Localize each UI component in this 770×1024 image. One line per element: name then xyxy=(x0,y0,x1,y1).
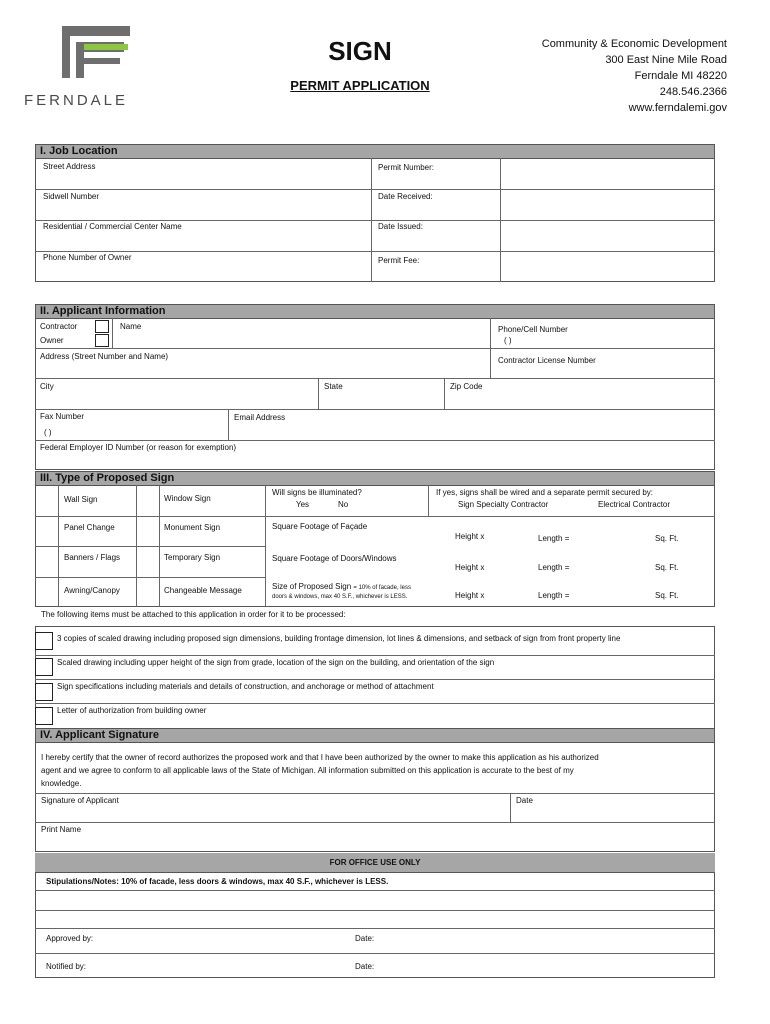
signature-field[interactable]: Signature of Applicant xyxy=(41,796,119,805)
proposed-height[interactable]: Height x xyxy=(455,591,485,600)
attachment-checkbox-4[interactable] xyxy=(35,707,53,725)
page-title: SIGN xyxy=(328,36,392,66)
proposed-size-note-2: doors & windows, max 40 S.F., whichever is LESS. xyxy=(272,594,408,600)
sign-type-monument[interactable]: Monument Sign xyxy=(164,523,221,532)
permit-fee-label: Permit Fee: xyxy=(378,256,420,265)
certification-line-3: knowledge. xyxy=(41,779,82,788)
license-field[interactable]: Contractor License Number xyxy=(498,356,596,365)
doors-height[interactable]: Height x xyxy=(455,563,485,572)
sign-specialty-option[interactable]: Sign Specialty Contractor xyxy=(458,500,549,509)
sidwell-number-field[interactable]: Sidwell Number xyxy=(43,192,100,201)
contractor-checkbox[interactable] xyxy=(95,320,109,333)
attach-note: The following items must be attached to this application in order for it to be processed: xyxy=(41,610,346,619)
owner-label: Owner xyxy=(40,336,64,345)
illuminated-no[interactable]: No xyxy=(338,500,349,509)
email-field[interactable]: Email Address xyxy=(234,413,286,422)
certification-line-1: I hereby certify that the owner of record authorizes the proposed work and that I have been authorized by the owner to make this application as his authorized xyxy=(41,753,599,762)
name-field[interactable]: Name xyxy=(120,322,142,331)
date-issued-label: Date Issued: xyxy=(378,222,423,231)
permit-number-label: Permit Number: xyxy=(378,163,435,172)
attachment-checkbox-2[interactable] xyxy=(35,658,53,676)
attachment-item-2: Scaled drawing including upper height of the sign from grade, location of the sign on the building, and orientation of the sign xyxy=(57,658,495,667)
facade-height[interactable]: Height x xyxy=(455,532,485,541)
sign-type-temporary[interactable]: Temporary Sign xyxy=(164,553,221,562)
doors-sqft[interactable]: Sq. Ft. xyxy=(655,563,679,572)
section-job-location-header: I. Job Location xyxy=(35,144,715,159)
website-link[interactable]: www.ferndalemi.gov xyxy=(628,102,727,114)
contact-block xyxy=(505,36,727,116)
owner-checkbox[interactable] xyxy=(95,334,109,347)
electrical-option[interactable]: Electrical Contractor xyxy=(598,500,671,509)
address-line-2: Ferndale MI 48220 xyxy=(634,70,727,82)
page-subtitle: PERMIT APPLICATION xyxy=(290,78,430,93)
owner-phone-field[interactable]: Phone Number of Owner xyxy=(43,253,132,262)
print-name-field[interactable]: Print Name xyxy=(41,825,82,834)
doors-windows-label: Square Footage of Doors/Windows xyxy=(272,554,397,563)
office-use-table xyxy=(35,872,715,978)
phone: 248.546.2366 xyxy=(659,86,727,98)
fax-field[interactable]: Fax Number xyxy=(40,412,85,421)
contractor-label: Contractor xyxy=(40,322,78,331)
approved-by-field[interactable]: Approved by: xyxy=(46,934,94,943)
certification-line-2: agent and we agree to conform to all applicable laws of the State of Michigan. All information submitted on this application is accurate to the best of my xyxy=(41,766,574,775)
phone-cell-paren: ( ) xyxy=(504,336,512,345)
attachment-checkbox-3[interactable] xyxy=(35,683,53,701)
sign-type-window[interactable]: Window Sign xyxy=(164,494,211,503)
attachment-item-1: 3 copies of scaled drawing including proposed sign dimensions, building frontage dimension, lot lines & dimensions, and setback of sign from front property line xyxy=(57,634,621,643)
proposed-size-text: Size of Proposed Sign xyxy=(272,582,352,591)
date-received-label: Date Received: xyxy=(378,192,433,201)
proposed-size-label xyxy=(272,582,411,593)
notified-date-field[interactable]: Date: xyxy=(355,962,375,971)
logo-text: FERNDALE xyxy=(24,92,129,109)
address-line-1: 300 East Nine Mile Road xyxy=(605,54,727,66)
section-signature-header: IV. Applicant Signature xyxy=(35,728,715,743)
stipulations-note: Stipulations/Notes: 10% of facade, less doors & windows, max 40 S.F., whichever is LESS. xyxy=(46,877,389,886)
sign-type-banners[interactable]: Banners / Flags xyxy=(64,553,121,562)
office-use-header: FOR OFFICE USE ONLY xyxy=(35,853,715,872)
state-field[interactable]: State xyxy=(324,382,343,391)
center-name-field[interactable]: Residential / Commercial Center Name xyxy=(43,222,182,231)
signature-date-field[interactable]: Date xyxy=(516,796,533,805)
facade-length[interactable]: Length = xyxy=(538,534,570,543)
illuminated-question: Will signs be illuminated? xyxy=(272,488,362,497)
sign-type-changeable[interactable]: Changeable Message xyxy=(164,586,242,595)
proposed-length[interactable]: Length = xyxy=(538,591,570,600)
approved-date-field[interactable]: Date: xyxy=(355,934,375,943)
attachment-item-4: Letter of authorization from building owner xyxy=(57,706,207,715)
attachment-checkbox-1[interactable] xyxy=(35,632,53,650)
proposed-size-note: = 10% of facade, less xyxy=(353,585,411,591)
proposed-sqft[interactable]: Sq. Ft. xyxy=(655,591,679,600)
attachment-item-3: Sign specifications including materials and details of construction, and anchorage or method of attachment xyxy=(57,682,434,691)
sign-type-wall[interactable]: Wall Sign xyxy=(64,495,98,504)
street-address-field[interactable]: Street Address xyxy=(43,162,96,171)
section-applicant-header: II. Applicant Information xyxy=(35,304,715,319)
wired-note: If yes, signs shall be wired and a separate permit secured by: xyxy=(436,488,653,497)
federal-id-field[interactable]: Federal Employer ID Number (or reason for exemption) xyxy=(40,443,237,452)
phone-cell-field[interactable]: Phone/Cell Number xyxy=(498,325,568,334)
ferndale-logo xyxy=(22,22,162,112)
sign-type-awning[interactable]: Awning/Canopy xyxy=(64,586,120,595)
doors-length[interactable]: Length = xyxy=(538,563,570,572)
illuminated-yes[interactable]: Yes xyxy=(296,500,310,509)
section-sign-type-header: III. Type of Proposed Sign xyxy=(35,471,715,486)
facade-sqft[interactable]: Sq. Ft. xyxy=(655,534,679,543)
facade-label: Square Footage of Façade xyxy=(272,522,368,531)
ferndale-logo-mark-icon xyxy=(22,22,162,82)
city-field[interactable]: City xyxy=(40,382,54,391)
fax-paren: ( ) xyxy=(44,428,52,437)
sign-type-panel-change[interactable]: Panel Change xyxy=(64,523,115,532)
address-field[interactable]: Address (Street Number and Name) xyxy=(40,352,169,361)
zip-field[interactable]: Zip Code xyxy=(450,382,483,391)
dept-name: Community & Economic Development xyxy=(541,38,727,50)
notified-by-field[interactable]: Notified by: xyxy=(46,962,87,971)
